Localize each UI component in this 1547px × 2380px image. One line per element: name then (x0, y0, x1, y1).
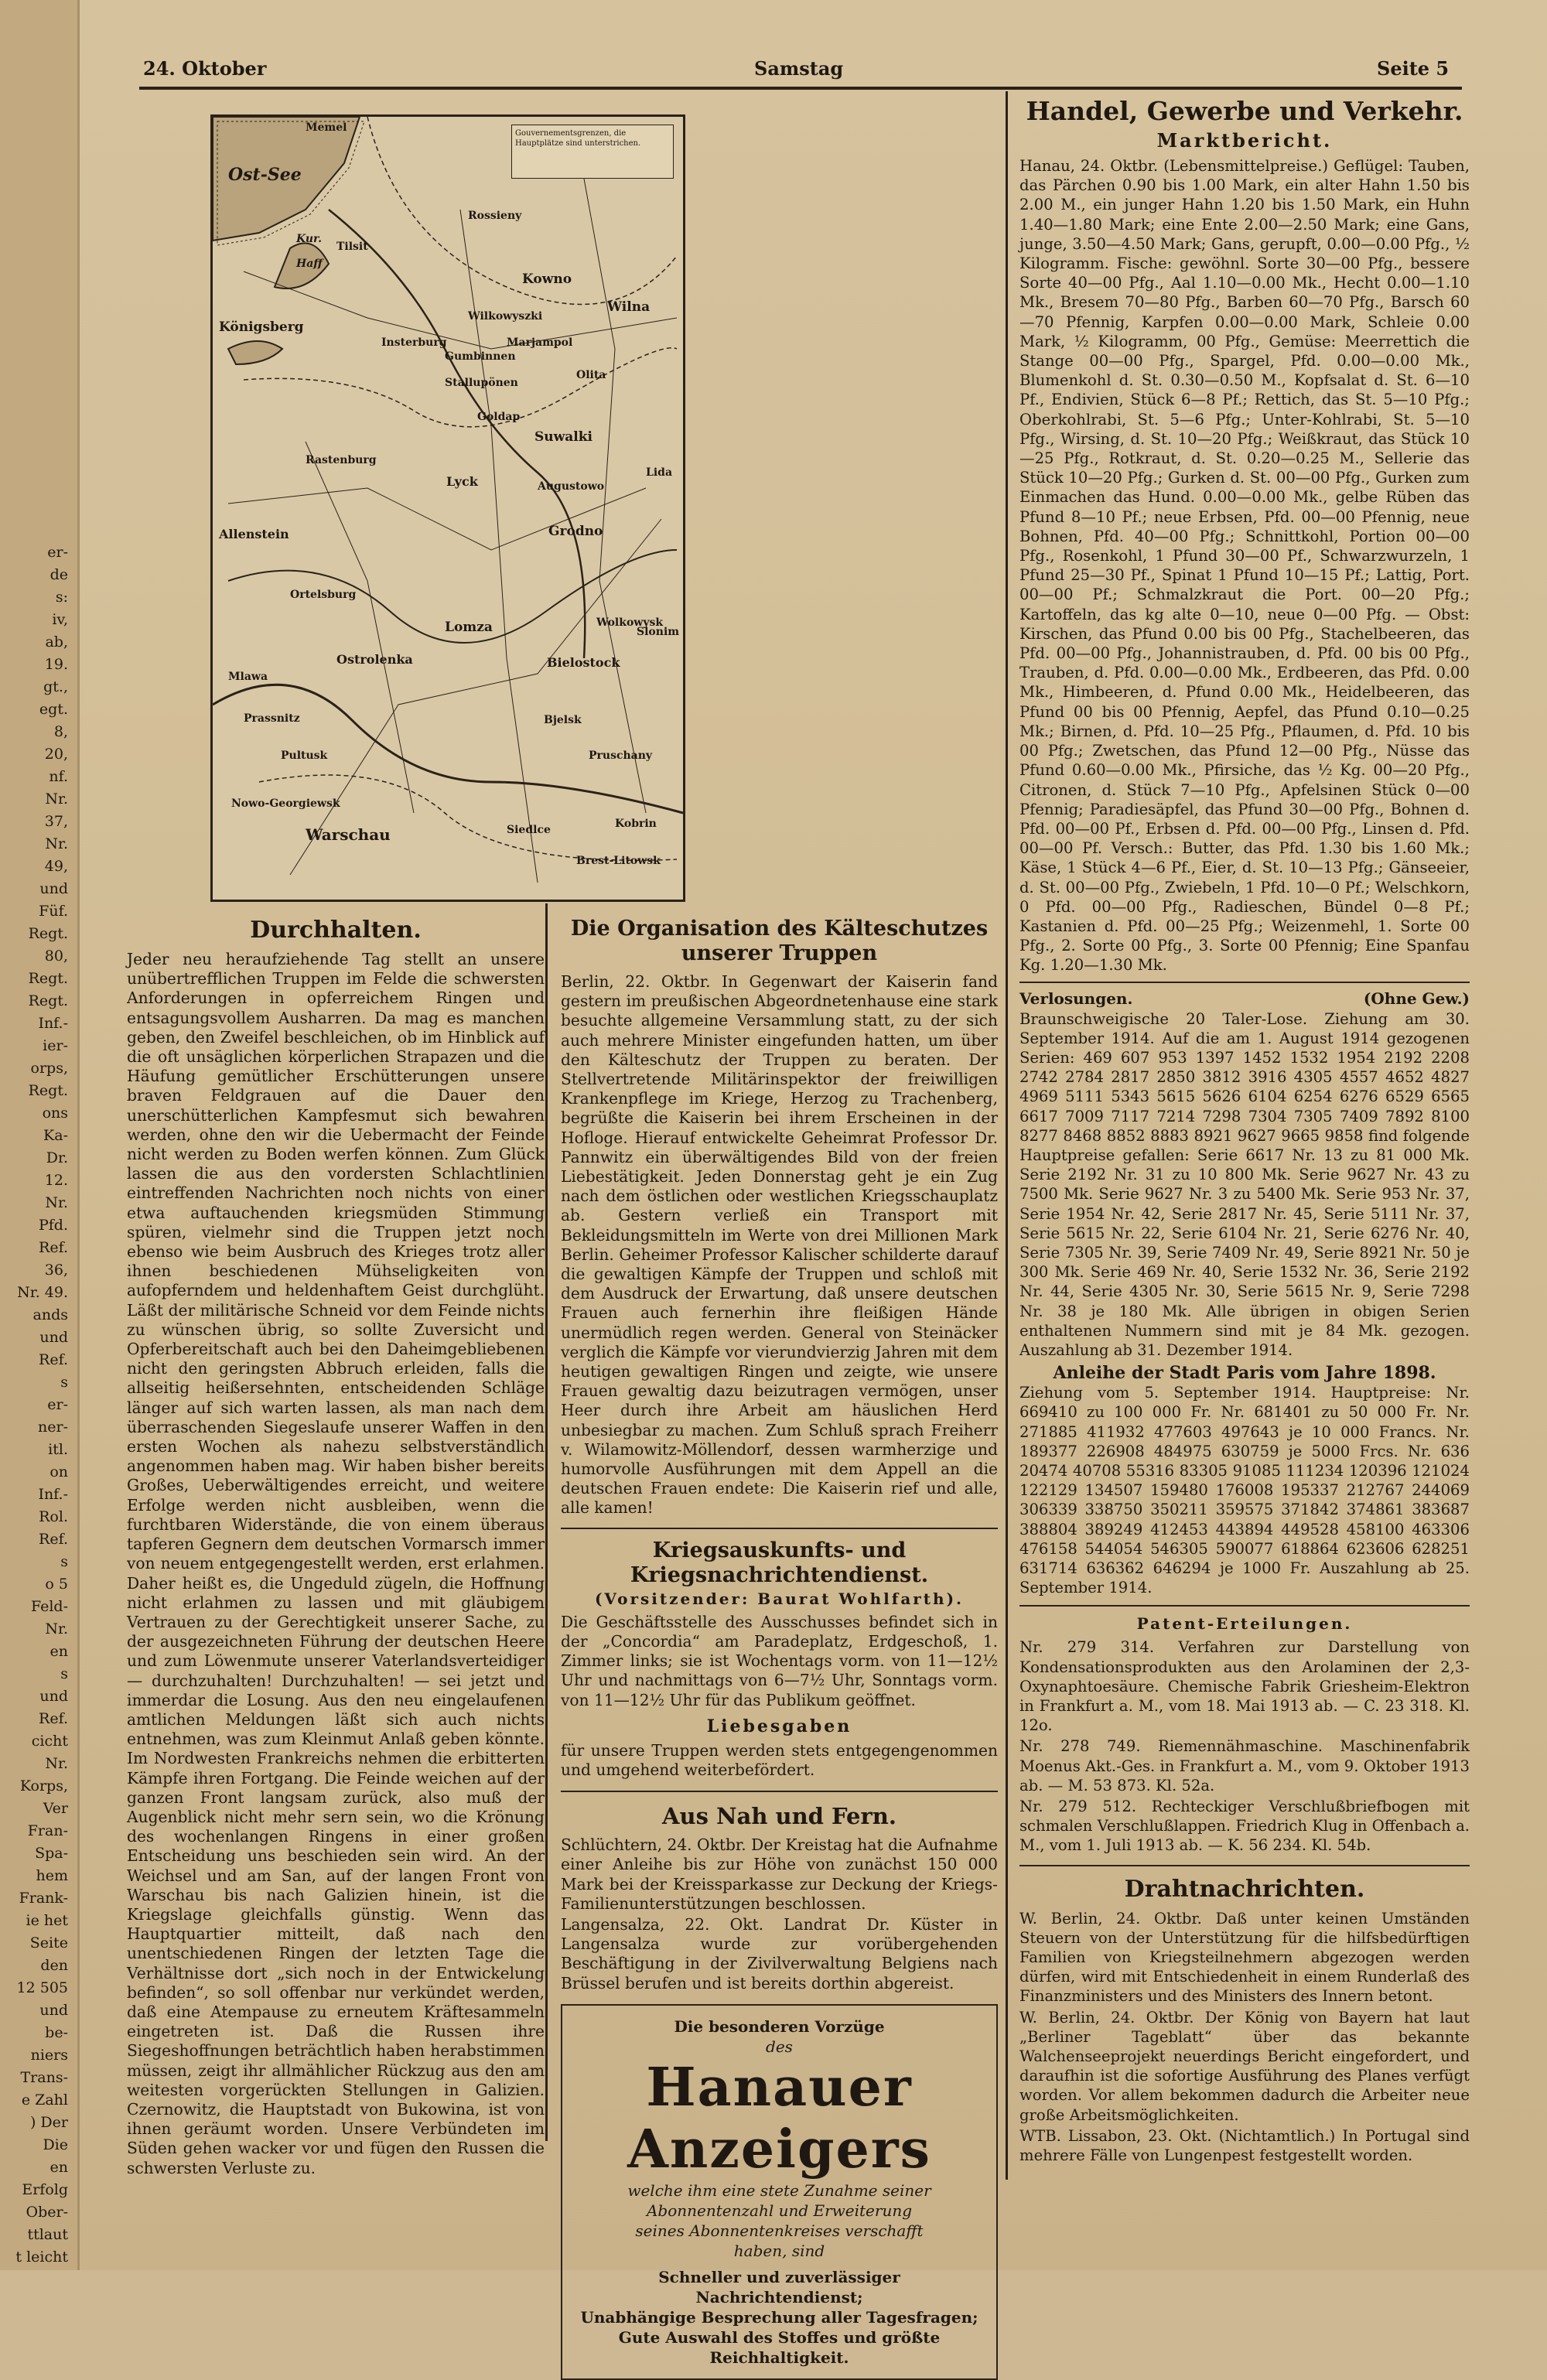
header-page-number: Seite 5 (1377, 57, 1450, 80)
ad-line: seines Abonnentenkreises verschafft (635, 2221, 924, 2240)
edge-fragment: und (39, 2002, 68, 2019)
place-label: Augustowo (538, 480, 605, 493)
map-legend: Gouvernementsgrenzen, die Hauptplätze sind unterstrichen. (511, 125, 674, 179)
divider (561, 1791, 998, 1792)
edge-fragment: Ref. (39, 1710, 68, 1727)
article-title: Aus Nah und Fern. (662, 1803, 896, 1830)
edge-fragment: t leicht (15, 2249, 68, 2266)
place-label: Pruschany (589, 750, 653, 762)
section-title: Drahtnachrichten. (1124, 1875, 1365, 1903)
place-label: Insterburg (381, 336, 447, 349)
edge-fragment: und (39, 1329, 68, 1346)
advertisement-hanauer-anzeiger (561, 2004, 998, 2380)
place-label: Nowo-Georgiewsk (231, 797, 340, 810)
header-date: 24. Oktober (143, 57, 267, 80)
header-rule (139, 87, 1462, 90)
edge-fragment: ttlaut (27, 2226, 68, 2243)
edge-fragment: Ref. (39, 1239, 68, 1256)
map-drawing (213, 117, 683, 900)
lots-heading (1019, 989, 1470, 1008)
edge-fragment: und (39, 1688, 68, 1705)
map-label-kur: Kur. (296, 233, 323, 245)
edge-fragment: Ref. (39, 1351, 68, 1368)
column-rule-right (1006, 91, 1008, 2180)
divider (1019, 982, 1470, 983)
middle-column (561, 917, 998, 2367)
war-map (210, 114, 685, 902)
edge-fragment: Regt. (28, 1082, 68, 1099)
section-heading: Anleihe der Stadt Paris vom Jahre 1898. (1053, 1363, 1436, 1384)
place-label: Rossieny (468, 210, 522, 222)
place-label: Königsberg (219, 319, 304, 335)
place-label: Memel (306, 121, 347, 134)
edge-fragment: s: (55, 589, 68, 606)
place-label: Grodno (548, 524, 603, 539)
market-report: Hanau, 24. Oktbr. (Lebensmittelpreise.) Geflügel: Tauben, das Pärchen 0.90 bis 1.00 Mark, ein alter Hahn 1.50 bis 2.00 M., ein junger Hahn 1.20 bis 1.50 Mark, ein Huhn 1.40—1.80 Mark; eine Ente 2.00—2.50 Mark; eine Gans, junge, 3.50—4.50 Mark; Gans, gerupft, 0.00—0.00 Pfg., ½ Kilogramm. Fische: gewöhnl. Sorte 30—00 Pfg., bessere Sorte 40—00 Pfg., Aal 1.10—0.00 Mk., Hecht 0.00—1.10 Mk., Bresem 70—80 Pfg., Barben 60—70 Pfg., Barsch 60—70 Pfennig, Karpfen 0.00—0.00 Mark, Schleie 0.00 Mark, ½ Kilogramm, 00 Pfg., Gemüse: Meerrettich die Stange 00—00 Pfg., Spargel, Pfd. 0.00—0.00 Mk., Blumenkohl d. St. 0.30—0.50 M., Kopfsalat d. St. 6—10 Pf., Endivien, Stück 6—8 Pf.; Rettich, das St. 5—10 Pfg.; Oberkohlrabi, St. 5—6 Pfg.; Unter-Kohlrabi, St. 5—10 Pfg., Wirsing, d. St. 10—20 Pfg.; Weißkraut, das Stück 10—25 Pfg., Rotkraut, d. St. 0.20—0.25 M., Sellerie das Stück 10—20 Pfg.; Gurken d. St. 00—00 Pfg., Gurken zum Einmachen das Hund. 0.00—0.00 Mk., gelbe Rüben das Pfund 8—10 Pf.; neue Erbsen, Pfd. 00—00 Pfennig, neue Bohnen, Pfd. 40—00 Pfg.; Schnittkohl, Portion 00—00 Pfg., Rosenkohl, 1 Pfund 30—00 Pf., Schwarzwurzeln, 1 Pfund 25—30 Pf., Spinat 1 Pfund 10—15 Pf.; Lattig, Port. 00—00 Pf.; Schmalzkraut die Port. 00—20 Pfg.; Kartoffeln, das kg alte 0—10, neue 0—00 Pfg. — Obst: Kirschen, das Pfund 0.00 bis 00 Pfg., Stachelbeeren, das Pfd. 00—00 Pfg., Johannistrauben, d. Pfd. 00 bis 00 Pfg., Trauben, d. Pfd. 0.00—0.00 Mk., Erdbeeren, das Pfd. 0.00 Mk., Himbeeren, d. Pfund 0.00 Mk., Heidelbeeren, das Pfund 00 bis 00 Pfennig, Aepfel, das Pfund 0.10—0.25 Mk.; Birnen, d. Pfd. 10—25 Pfg., Pflaumen, d. Pfd. 10 bis 00 Pfg.; Zwetschen, das Pfund 12—00 Pfg., Nüsse das Pfund 0.60—0.00 Mk., Pfirsiche, das ½ Kg. 00—20 Pfg., Citronen, d. Stück 7—10 Pfg., Apfelsinen Stück 0—00 Pfennig; Paradiesäpfel, das Pfund 30—00 Pfg., Bohnen d. Pfd. 00—00 Pf., Erbsen d. Pfd. 00—00 Pfg., Linsen d. Pfd. 00—00 Pf. Versch.: Butter, das Pfd. 1.30 bis 1.60 Mk.; Käse, 1 Stück 4—6 Pf., Eier, d. St. 10—13 Pfg.; Gänseeier, d. St. 00—00 Pfg., Zwiebeln, 1 Pfd. 10—0 Pf.; Welschkorn, 0 Pfd. 00—00 Pfg., Radieschen, Bündel 0—8 Pf.; Kastanien d. Pfd. 00—25 Pfg.; Weizenmehl, 1. Sorte 00 Pfg., 2. Sorte 00 Pfg., 3. Sorte 00 Pfennig; Eine Spanfau Kg. 1.20—1.30 Mk. (1019, 157, 1470, 975)
edge-fragment: Nr. (45, 1194, 68, 1211)
edge-fragment: itl. (48, 1441, 68, 1458)
edge-fragment: er- (47, 1396, 68, 1413)
place-label: Kobrin (615, 818, 657, 830)
place-label: Prassnitz (244, 712, 300, 725)
edge-fragment: Nr. 49. (17, 1284, 68, 1301)
edge-fragment: 12 505 (16, 1979, 68, 1996)
edge-fragment: 36, (44, 1262, 68, 1279)
place-label: Ortelsburg (290, 589, 357, 601)
edge-fragment: e Zahl (21, 2091, 68, 2109)
edge-fragment: nf. (49, 768, 68, 785)
patent-entry: Nr. 279 512. Rechteckiger Verschlußbriefbogen mit schmalen Verschlußlappen. Friedrich Klug in Offenbach a. M., vom 1. Juli 1913 ab. — K. 56 234. Kl. 54b. (1019, 1798, 1470, 1855)
vistula-lagoon (228, 341, 282, 364)
patent-entry: Nr. 278 749. Riemennähmaschine. Maschinenfabrik Moenus Akt.-Ges. in Frankfurt a. M., vom 9. Oktober 1913 ab. — M. 53 873. Kl. 52a. (1019, 1737, 1470, 1794)
right-column (1019, 96, 1470, 2184)
place-label: Lyck (446, 474, 478, 489)
edge-fragment: Seite (29, 1934, 68, 1951)
edge-fragment: ) Der (29, 2114, 68, 2131)
edge-fragment: orps, (30, 1060, 68, 1077)
edge-fragment: Die (43, 2136, 68, 2153)
edge-fragment: 20, (44, 746, 68, 763)
place-label: Suwalki (534, 429, 593, 445)
article-title: Kriegsauskunfts- und Kriegsnachrichtendienst. (630, 1538, 929, 1587)
section-heading: Marktbericht. (1156, 129, 1333, 152)
ad-title: Hanauer Anzeigers (627, 2056, 931, 2180)
place-label: Rastenburg (306, 454, 377, 466)
place-label: Bielostock (547, 655, 620, 670)
edge-fragment: Nr. (45, 790, 68, 808)
article-body: Berlin, 22. Oktbr. In Gegenwart der Kaiserin fand gestern im preußischen Abgeordnetenhause eine stark besuchte allgemeine Versammlung statt, zu der sich auch mehrere Minister eingefunden hatten, um über den Kälteschutz der Truppen zu beraten. Der Stellvertretende Militärinspektor der freiwilligen Krankenpflege im Kriege, Herzog zu Trachenberg, begrüßte die Kaiserin bei ihrem Erscheinen in der Hofloge. Hierauf entwickelte Geheimrat Professor Dr. Pannwitz ein überwältigendes Bild von der freien Liebestätigkeit. Jeden Donnerstag geht je ein Zug nach dem östlichen oder westlichen Kriegsschauplatz ab. Gestern verließ ein Transport mit Bekleidungsmitteln im Werte von drei Millionen Mark Berlin. Geheimer Professor Kalischer schilderte darauf die gewaltigen Kämpfe der Truppen und schloß mit dem Ausdruck der Erwartung, daß unsere deutschen Frauen auch fernerhin ihre fleißigen Hände unermüdlich regen werden. General von Steinäcker verglich die Kämpfe vor vierundvierzig Jahren mit dem heutigen gewaltigen Ringen und zeigte, wie unsere Frauen gewaltig dazu beizutragen vermögen, unser Heer durch ihre Arbeit am häuslichen Herd unbesiegbar zu machen. Zum Schluß sprach Freiherr v. Wilamowitz-Möllendorf, dessen warmherzige und humorvolle Ausführungen mit dem Appell an die deutschen Frauen endete: Die Kaiserin rief und alle, alle kamen! (561, 972, 998, 1518)
ad-line: Abonnentenzahl und Erweiterung (646, 2201, 913, 2220)
edge-fragment: Frank- (19, 1890, 68, 1907)
place-label: Goldap (477, 411, 521, 423)
edge-fragment: Ver (43, 1800, 68, 1817)
edge-fragment: Ober- (26, 2204, 68, 2221)
article-subtitle: (Vorsitzender: Baurat Wohlfarth). (594, 1589, 965, 1608)
map-label-sea: Ost-See (228, 165, 302, 185)
edge-fragment: Fran- (27, 1822, 68, 1839)
patent-entry: Nr. 279 314. Verfahren zur Darstellung von Kondensationsprodukten aus den Arolaminen der 2,3-Oxynaphtoesäure. Chemische Fabrik Griesheim-Elektron in Frankfurt a. M., vom 18. Mai 1913 ab. — C. 23 318. Kl. 12o. (1019, 1638, 1470, 1735)
edge-fragment: Inf.- (38, 1486, 68, 1503)
place-label: Wilna (607, 299, 651, 315)
section-heading: Patent-Erteilungen. (1136, 1614, 1353, 1634)
place-label: Lida (646, 466, 673, 479)
ad-line: des (766, 2037, 793, 2056)
header-day: Samstag (754, 57, 844, 80)
edge-fragment: den (40, 1957, 68, 1974)
edge-fragment: 8, (53, 723, 68, 740)
edge-fragment: en (50, 1643, 68, 1660)
edge-fragment: ands (32, 1306, 68, 1323)
wire-news: W. Berlin, 24. Oktbr. Der König von Bayern hat laut „Berliner Tageblatt“ über das bekannte Walchenseeprojekt neuerdings Bericht eingefordert, und daraufhin ist die sofortige Ausführung des Planes verfügt worden. Vor allem bekommen dadurch die Arbeiter neue große Arbeitsmöglichkeiten. (1019, 2008, 1470, 2124)
edge-fragment: Trans- (20, 2069, 68, 2086)
edge-fragment: Rol. (39, 1508, 68, 1525)
edge-fragment: 80, (44, 948, 68, 965)
lots-title: Verlosungen. (1019, 989, 1133, 1008)
section-heading: Liebesgaben (706, 1716, 852, 1736)
edge-fragment: Korps, (19, 1777, 68, 1794)
divider (1019, 1865, 1470, 1866)
edge-fragment: s (60, 1374, 68, 1391)
edge-fragment: Nr. (45, 1620, 68, 1637)
page-header (143, 57, 1458, 85)
edge-fragment: Erfolg (22, 2181, 68, 2198)
ad-point: Unabhängige Besprechung aller Tagesfragen; (580, 2307, 978, 2327)
article-durchhalten (127, 917, 545, 2193)
divider (1019, 1605, 1470, 1607)
ad-line: Die besonderen Vorzüge (674, 2016, 885, 2036)
edge-fragment: Nr. (45, 835, 68, 852)
section-title: Handel, Gewerbe und Verkehr. (1026, 96, 1463, 126)
lots-text: Braunschweigische 20 Taler-Lose. Ziehung am 30. September 1914. Auf die am 1. August 1914 gezogenen Serien: 469 607 953 1397 1452 1532 1954 2192 2208 2742 2784 2817 2850 3812 3916 4305 4557 4652 4827 4969 5111 5343 5615 5626 6104 6254 6276 6529 6565 6617 7009 7117 7214 7298 7304 7305 7409 7892 8100 8277 8468 8852 8883 8921 9627 9665 9858 find folgende Hauptpreise gefallen: Serie 6617 Nr. 13 zu 81 000 Mk. Serie 2192 Nr. 31 zu 10 800 Mk. Serie 9627 Nr. 43 zu 7500 Mk. Serie 9627 Nr. 3 zu 5400 Mk. Serie 953 Nr. 37, Serie 1954 Nr. 42, Serie 2817 Nr. 45, Serie 5111 Nr. 37, Serie 5615 Nr. 22, Serie 6104 Nr. 21, Serie 6276 Nr. 40, Serie 7305 Nr. 39, Serie 7409 Nr. 49, Serie 8921 Nr. 50 je 300 Mk. Serie 469 Nr. 40, Serie 1532 Nr. 36, Serie 2192 Nr. 44, Serie 4305 Nr. 30, Serie 5615 Nr. 9, Serie 7298 Nr. 38 je 180 Mk. Alle übrigen in obigen Serien enthaltenen Nummern sind mit je 84 Mk. gezogen. Auszahlung ab 31. Dezember 1914. (1019, 1009, 1470, 1359)
edge-fragment: 12. (44, 1172, 68, 1189)
edge-fragment: iv, (52, 611, 68, 628)
article-body: Langensalza, 22. Okt. Landrat Dr. Küster in Langensalza wurde zur vorübergehenden Beschäftigung in der Zivilverwaltung Belgiens nach Brüssel berufen und ist bereits dorthin abgereist. (561, 1914, 998, 1992)
edge-fragment: ie het (26, 1912, 68, 1929)
edge-fragment: Nr. (45, 1755, 68, 1772)
edge-fragment: Regt. (28, 970, 68, 987)
place-label: Kowno (522, 271, 572, 287)
column-rule-left (545, 903, 548, 2141)
place-label: Olita (576, 369, 606, 381)
ad-line: welche ihm eine stete Zunahme seiner (627, 2180, 931, 2200)
edge-fragment: s (60, 1553, 68, 1570)
edge-fragment: Feld- (30, 1598, 68, 1615)
edge-fragment: Ka- (43, 1127, 68, 1144)
article-body: Die Geschäftsstelle des Ausschusses befindet sich in der „Concordia“ am Paradeplatz, Erdgeschoß, 1. Zimmer links; sie ist Wochentags vorm. von 11—12½ Uhr und nachmittags von 6—7½ Uhr, Sonntags vorm. von 11—12½ Uhr für das Publikum geöffnet. (561, 1612, 998, 1709)
article-title: Die Organisation des Kälteschutzes unserer Truppen (570, 917, 989, 965)
edge-fragment: en (50, 2159, 68, 2176)
article-body: Schlüchtern, 24. Oktbr. Der Kreistag hat die Aufnahme einer Anleihe bis zur Höhe von zunächst 150 000 Mark bei der Kreissparkasse zur Deckung der Kriegs-Familienunterstützungen beschlossen. (561, 1835, 998, 1913)
edge-fragment: hem (36, 1867, 68, 1884)
edge-fragment: ab, (45, 633, 68, 650)
place-label: Wolkowysk (596, 616, 664, 629)
place-label: Lomza (445, 620, 493, 635)
lots-note: (Ohne Gew.) (1363, 989, 1470, 1008)
place-label: Warschau (306, 825, 391, 844)
place-label: Siedlce (507, 824, 551, 836)
edge-fragment: ier- (43, 1037, 68, 1054)
edge-fragment: de (50, 566, 68, 583)
edge-fragment: egt. (39, 701, 68, 718)
edge-fragment: gt., (43, 678, 68, 695)
edge-fragment: ner- (38, 1419, 68, 1436)
wire-news: W. Berlin, 24. Oktbr. Daß unter keinen Umständen Steuern von der Unterstützung für die hilfsbedürftigen Familien von Kriegsteilnehmern abgezogen werden dürfen, wird mit Entschiedenheit in einem Runderlaß des Finanzministers und des Ministers des Innern betont. (1019, 1909, 1470, 2006)
edge-fragment: und (39, 880, 68, 897)
adjacent-page-edge (0, 0, 80, 2270)
edge-fragment: s (60, 1665, 68, 1682)
place-label: Stallupönen (445, 377, 518, 389)
edge-fragment: on (50, 1463, 68, 1480)
place-label: Wilkowyszki (468, 310, 543, 323)
edge-fragment: 49, (44, 858, 68, 875)
place-label: Bjelsk (544, 714, 582, 726)
place-label: Pultusk (281, 750, 328, 762)
place-label: Allenstein (219, 527, 289, 541)
place-label: Tilsit (336, 241, 368, 253)
edge-fragment: o 5 (45, 1576, 68, 1593)
divider (561, 1528, 998, 1529)
place-label: Mlawa (228, 671, 268, 683)
edge-fragment: Spa- (35, 1845, 68, 1862)
ad-point: Gute Auswahl des Stoffes und größte Reichhaltigkeit. (618, 2327, 941, 2367)
edge-fragment: Pfd. (38, 1217, 68, 1234)
paris-loan-text: Ziehung vom 5. September 1914. Hauptpreise: Nr. 669410 zu 100 000 Fr. Nr. 681401 zu 50 000 Fr. Nr. 271885 411932 477603 497643 je 10 000 Francs. Nr. 189377 226908 484975 630759 je 5000 Frcs. Nr. 636 20474 40708 55316 83305 91085 111234 120396 121024 122129 134507 159480 176008 195337 212767 244069 306339 338750 350211 359575 371842 374861 383687 388804 389249 412453 443894 449528 458100 463306 476158 544054 546305 590077 618864 623606 628251 631714 636362 646294 je 1000 Fr. Auszahlung ab 25. September 1914. (1019, 1384, 1470, 1597)
place-label: Brest-Litowsk (576, 855, 661, 867)
edge-fragment: Dr. (46, 1149, 68, 1166)
ad-line: haben, sind (733, 2241, 825, 2260)
place-label: Ostrolenka (336, 652, 413, 667)
edge-fragment: cicht (31, 1733, 68, 1750)
edge-fragment: 37, (44, 813, 68, 830)
place-label: Slonim (637, 626, 680, 638)
ad-point: Schneller und zuverlässiger Nachrichtendienst; (658, 2267, 900, 2307)
edge-fragment: 19. (44, 656, 68, 673)
place-label: Marjampol (507, 336, 573, 349)
edge-fragment: Füf. (39, 903, 68, 920)
edge-fragment: Ref. (39, 1531, 68, 1548)
map-label-haff: Haff (296, 258, 323, 270)
article-body: für unsere Truppen werden stets entgegengenommen und umgehend weiterbefördert. (561, 1740, 998, 1779)
edge-fragment: be- (45, 2024, 68, 2041)
place-label: Gumbinnen (445, 350, 516, 363)
article-title: Durchhalten. (250, 917, 422, 944)
edge-fragment: ons (42, 1105, 68, 1122)
edge-fragment: Inf.- (38, 1015, 68, 1032)
edge-fragment: Regt. (28, 925, 68, 942)
edge-fragment: er- (47, 544, 68, 561)
article-body: Jeder neu heraufziehende Tag stellt an unsere unübertrefflichen Truppen im Felde die schwersten Anforderungen in opferreichem Ringen und entsagungsvollem Ausharren. Da mag es manchen geben, den Zweifel beschleichen, ob im Hinblick auf die oft unsäglichen körperlichen Strapazen und die Häufung gemütlicher Erschütterungen unsere braven Feldgrauen auf die Dauer den unerschütterlichen Kampfesmut sich bewahren werden, ohne den wir die Uebermacht der Feinde nicht werden zu Boden werfen können. Zum Glück lassen die aus den vordersten Schlachtlinien eintreffenden Nachrichten noch nichts von einer etwa auftauchenden kriegsmüden Stimmung spüren, vielmehr sind die Truppen jetzt noch ebenso wie beim Ausbruch des Krieges trotz aller ihnen beschiedenen Mühseligkeiten von aufopferndem und heldenhaftem Geist durchglüht. Läßt der militärische Schneid vor dem Feinde nichts zu wünschen übrig, so sollte Zuversicht und Opferbereitschaft auch bei den Daheimgebliebenen nicht den geringsten Abbruch erleiden, falls die allseitig heißersehnten, entscheidenden Schläge länger auf sich warten lassen, als man nach dem überraschenden Siegeslaufe unserer Waffen in den ersten Wochen als nahezu selbstverständlich angenommen haben mag. Wir haben bisher bereits Großes, Ueberwältigendes erreicht, und weitere Erfolge werden nicht ausbleiben, wenn die furchtbaren Widerstände, die von einem überaus tapferen Gegnern dem deutschen Vormarsch immer von neuem entgegengestellt werden, erst erlahmen. Daher heißt es, die Ungeduld zügeln, die Hoffnung nicht erlahmen zu lassen und mit gläubigem Vertrauen zu der Gerechtigkeit unserer Sache, zu der ausgezeichneten Führung der deutschen Heere und zum Löwenmute unserer Vaterlandsverteidiger — durchzuhalten! Durchzuhalten! — sei jetzt und immerdar die Losung. Aus den neu eingelaufenen amtlichen Meldungen läßt sich auch nichts entnehmen, was zum Kleinmut Anlaß geben könnte. Im Nordwesten Frankreichs nehmen die erbitterten Kämpfe ihren Fortgang. Die Feinde weichen auf der ganzen Front langsam zurück, also muß der Augenblick nicht mehr sern sein, wo die Krönung des wochenlangen Ringens in einer großen Entscheidung uns beschieden sein wird. An der Weichsel und am San, auf der langen Front von Warschau bis nach Galizien hinein, ist die Kriegslage gleichfalls günstig. Wenn das Hauptquartier mitteilt, daß nach den unentschiedenen Ringen der letzten Tage die Verhältnisse dort „sich noch in der Entwickelung befinden“, so soll offenbar nur verkündet werden, daß eine Atempause zu erneutem Kräftesammeln eingetreten ist. Daß die Russen ihre Siegeshoffnungen beträchtlich haben herabstimmen müssen, zeigt ihr allmählicher Rückzug aus den am weitesten vorgerückten Stellungen in Galizien. Czernowitz, die Hauptstadt von Bukowina, ist von ihnen geräumt worden. Unsere Verbündeten im Süden gehen wacker vor und fügen den Russen die schwersten Verluste zu. (127, 950, 545, 2177)
edge-fragment: Regt. (28, 992, 68, 1009)
edge-text (0, 0, 77, 2269)
wire-news: WTB. Lissabon, 23. Okt. (Nichtamtlich.) In Portugal sind mehrere Fälle von Lungenpest festgestellt worden. (1019, 2126, 1470, 2165)
edge-fragment: niers (30, 2047, 68, 2064)
